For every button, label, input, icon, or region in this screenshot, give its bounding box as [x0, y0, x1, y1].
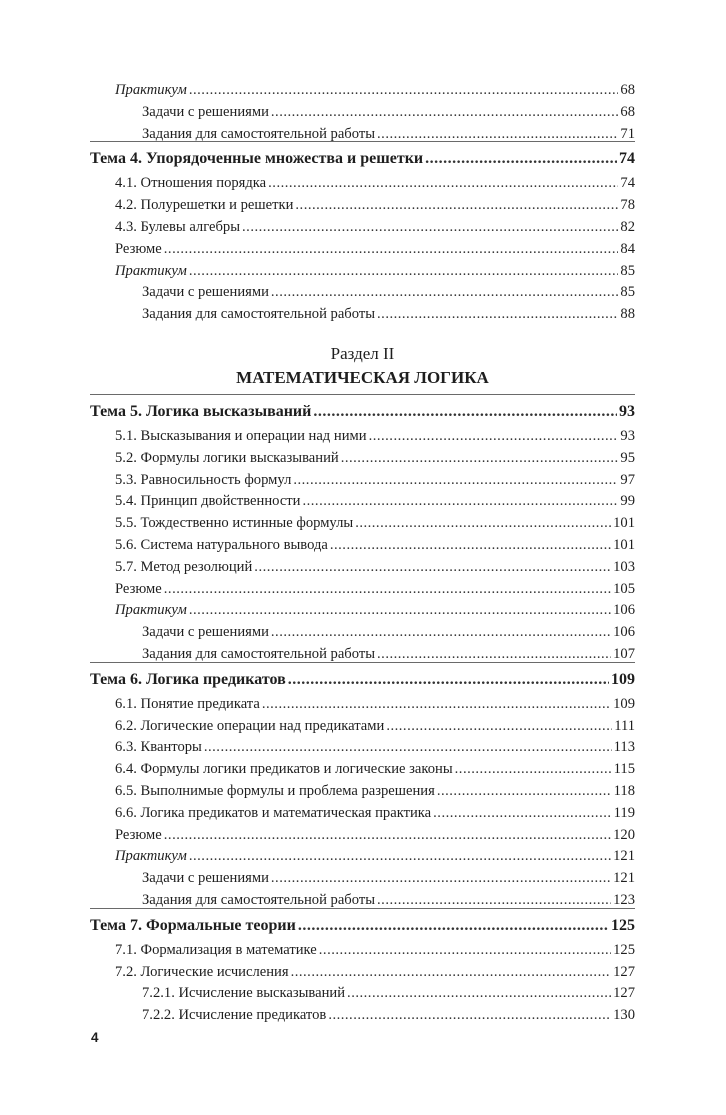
- toc-entry-page: 68: [620, 103, 635, 120]
- dot-leader: [302, 491, 618, 511]
- dot-leader: [298, 916, 609, 936]
- toc-entry-page: 109: [611, 670, 635, 688]
- toc-entry: [142, 622, 635, 642]
- dot-leader: [254, 557, 611, 577]
- toc-entry: [115, 803, 635, 823]
- toc-entry-title: Задачи с решениями: [142, 624, 269, 641]
- dot-leader: [204, 737, 612, 757]
- toc-entry-title: Тема 6. Логика предикатов: [90, 670, 286, 688]
- toc-entry-page: 121: [613, 870, 635, 887]
- toc-entry-title: Резюме: [115, 240, 162, 257]
- dot-leader: [369, 426, 619, 446]
- toc-entry-title: 4.2. Полурешетки и решетки: [115, 197, 294, 214]
- toc-entry-page: 82: [620, 219, 635, 235]
- toc-entry: [115, 195, 635, 215]
- toc-entry-title: 4.1. Отношения порядка: [115, 175, 267, 192]
- toc-entry: [115, 600, 635, 620]
- dot-leader: [295, 195, 618, 215]
- toc-entry-page: 109: [613, 695, 635, 712]
- dot-leader: [271, 622, 611, 642]
- dot-leader: [425, 149, 617, 169]
- dot-leader: [293, 470, 618, 490]
- toc-entry-page: 85: [620, 284, 635, 301]
- dot-leader: [268, 173, 618, 193]
- toc-entry-title: 6.1. Понятие предиката: [115, 695, 260, 712]
- toc-entry: [115, 579, 635, 599]
- toc-entry: [142, 983, 635, 1003]
- toc-entry-page: 125: [613, 941, 635, 958]
- dot-leader: [328, 1005, 611, 1025]
- dot-leader: [164, 239, 619, 259]
- toc-entry-title: 5.4. Принцип двойственности: [115, 493, 301, 510]
- toc-entry: [115, 470, 635, 490]
- toc-entry-title: 6.2. Логические операции над предикатами: [115, 717, 385, 734]
- toc-entry-page: 93: [619, 403, 635, 420]
- toc-entry: [115, 426, 635, 446]
- toc-entry-title: Задачи с решениями: [142, 103, 269, 120]
- toc-entry-page: 97: [620, 471, 635, 488]
- section-title: МАТЕМАТИЧЕСКАЯ ЛОГИКА: [236, 368, 489, 387]
- toc-entry-page: 127: [613, 963, 635, 980]
- toc-entry: [115, 962, 635, 982]
- toc-entry-title: Практикум: [115, 848, 187, 865]
- dot-leader: [433, 803, 612, 823]
- toc-entry-title: Практикум: [115, 82, 187, 98]
- toc-entry-page: 107: [613, 646, 635, 662]
- dot-leader: [271, 102, 619, 122]
- dot-leader: [189, 261, 619, 281]
- toc-entry-title: Резюме: [115, 580, 162, 597]
- toc-entry-title: Резюме: [115, 826, 162, 843]
- dot-leader: [288, 670, 609, 690]
- toc-entry-title: 5.6. Система натурального вывода: [115, 537, 328, 553]
- toc-entry-title: Тема 4. Упорядоченные множества и решетки: [90, 150, 424, 168]
- toc-entry-title: Задачи с решениями: [142, 284, 269, 301]
- toc-entry-title: 6.5. Выполнимые формулы и проблема разрешения: [115, 783, 435, 799]
- toc-entry-title: 7.2.2. Исчисление предикатов: [142, 1007, 327, 1024]
- toc-entry-page: 115: [613, 761, 635, 778]
- toc-entry-title: 7.2.1. Исчисление высказываний: [142, 985, 346, 1002]
- toc-entry-title: 5.5. Тождественно истинные формулы: [115, 515, 354, 532]
- toc-entry-title: 5.2. Формулы логики высказываний: [115, 449, 339, 466]
- toc-entry-page: 106: [613, 624, 635, 641]
- toc-entry: [115, 759, 635, 779]
- dot-leader: [189, 600, 611, 620]
- toc-entry-page: 127: [613, 985, 635, 1002]
- toc-entry: [142, 304, 635, 324]
- dot-leader: [164, 579, 611, 599]
- toc-entry: [142, 868, 635, 888]
- toc-entry-page: 121: [613, 848, 635, 865]
- dot-leader: [271, 868, 611, 888]
- toc-entry-title: 4.3. Булевы алгебры: [115, 219, 241, 235]
- toc-entry-title: Задачи с решениями: [142, 870, 269, 887]
- toc-entry-page: 120: [613, 826, 635, 843]
- toc-entry-title: 7.1. Формализация в математике: [115, 941, 317, 958]
- topic-divider: [90, 908, 635, 909]
- toc-entry: [115, 737, 635, 757]
- toc-entry: [115, 716, 635, 736]
- toc-entry-page: 123: [613, 892, 635, 908]
- dot-leader: [242, 217, 618, 237]
- toc-entry: [115, 491, 635, 511]
- dot-leader: [189, 80, 619, 100]
- toc-entry-title: 5.7. Метод резолюций: [115, 558, 253, 575]
- toc-entry-page: 125: [611, 916, 635, 934]
- toc-topic-entry: [90, 916, 635, 936]
- toc-entry-page: 78: [620, 197, 635, 214]
- toc-entry-title: Задания для самостоятельной работы: [142, 306, 376, 323]
- toc-entry-page: 74: [620, 175, 635, 192]
- toc-entry: [142, 282, 635, 302]
- toc-entry: [115, 846, 635, 866]
- toc-entry-page: 113: [613, 739, 635, 756]
- dot-leader: [189, 846, 611, 866]
- toc-entry-page: 84: [620, 240, 635, 257]
- toc-entry: [115, 557, 635, 577]
- toc-entry: [142, 1005, 635, 1025]
- topic-divider: [90, 394, 635, 395]
- dot-leader: [455, 759, 612, 779]
- toc-entry: [115, 261, 635, 281]
- toc-entry-page: 101: [613, 537, 635, 553]
- dot-leader: [355, 513, 611, 533]
- toc-entry-page: 111: [614, 717, 635, 734]
- toc-entry-page: 99: [620, 493, 635, 510]
- toc-entry-title: 6.6. Логика предикатов и математическая практика: [115, 804, 432, 821]
- toc-entry-title: Задания для самостоятельной работы: [142, 125, 376, 142]
- dot-leader: [377, 304, 618, 324]
- toc-topic-entry: [90, 670, 635, 690]
- topic-divider: [90, 141, 635, 142]
- toc-entry: [115, 448, 635, 468]
- dot-leader: [319, 940, 611, 960]
- toc-entry-page: 71: [620, 125, 635, 142]
- toc-entry-title: 5.3. Равносильность формул: [115, 471, 292, 488]
- toc-entry-title: Задания для самостоятельной работы: [142, 892, 376, 908]
- toc-entry: [115, 694, 635, 714]
- toc-entry-page: 95: [620, 449, 635, 466]
- toc-entry: [115, 239, 635, 259]
- dot-leader: [330, 535, 611, 555]
- toc-entry-page: 101: [613, 515, 635, 532]
- toc-entry-page: 88: [620, 306, 635, 323]
- toc-entry-page: 74: [619, 150, 635, 168]
- toc-entry-page: 130: [613, 1007, 635, 1024]
- toc-entry-title: Практикум: [115, 602, 187, 619]
- toc-entry-page: 105: [613, 580, 635, 597]
- page-number: 4: [91, 1030, 99, 1045]
- toc-entry: [115, 781, 635, 801]
- toc-entry-title: Тема 7. Формальные теории: [90, 916, 296, 934]
- toc-entry-title: Практикум: [115, 262, 187, 279]
- toc-entry: [115, 217, 635, 237]
- dot-leader: [437, 781, 612, 801]
- toc-entry-page: 68: [620, 82, 635, 98]
- toc-entry: [115, 80, 635, 100]
- dot-leader: [271, 282, 619, 302]
- toc-topic-entry: [90, 402, 635, 422]
- toc-entry-page: 106: [613, 602, 635, 619]
- toc-entry-title: 6.4. Формулы логики предикатов и логические законы: [115, 761, 453, 778]
- dot-leader: [291, 962, 612, 982]
- toc-entry: [115, 825, 635, 845]
- dot-leader: [164, 825, 611, 845]
- toc-entry: [142, 102, 635, 122]
- dot-leader: [262, 694, 611, 714]
- toc-entry: [115, 173, 635, 193]
- section-label: Раздел II: [330, 344, 395, 363]
- toc-entry-page: 118: [613, 783, 635, 799]
- toc-entry-page: 119: [613, 804, 635, 821]
- toc-topic-entry: [90, 149, 635, 169]
- toc-entry-page: 85: [620, 262, 635, 279]
- toc-entry: [115, 513, 635, 533]
- toc-entry-title: 7.2. Логические исчисления: [115, 963, 289, 980]
- toc-entry: [115, 940, 635, 960]
- toc-entry-title: Тема 5. Логика высказываний: [90, 403, 312, 420]
- toc-entry-title: 5.1. Высказывания и операции над ними: [115, 428, 367, 444]
- toc-entry-page: 103: [613, 558, 635, 575]
- topic-divider: [90, 662, 635, 663]
- toc-entry: [115, 535, 635, 555]
- dot-leader: [341, 448, 619, 468]
- toc-entry-title: Задания для самостоятельной работы: [142, 646, 376, 662]
- dot-leader: [347, 983, 611, 1003]
- dot-leader: [313, 402, 617, 422]
- toc-entry-page: 93: [620, 428, 635, 444]
- toc-entry-title: 6.3. Кванторы: [115, 739, 202, 756]
- dot-leader: [386, 716, 612, 736]
